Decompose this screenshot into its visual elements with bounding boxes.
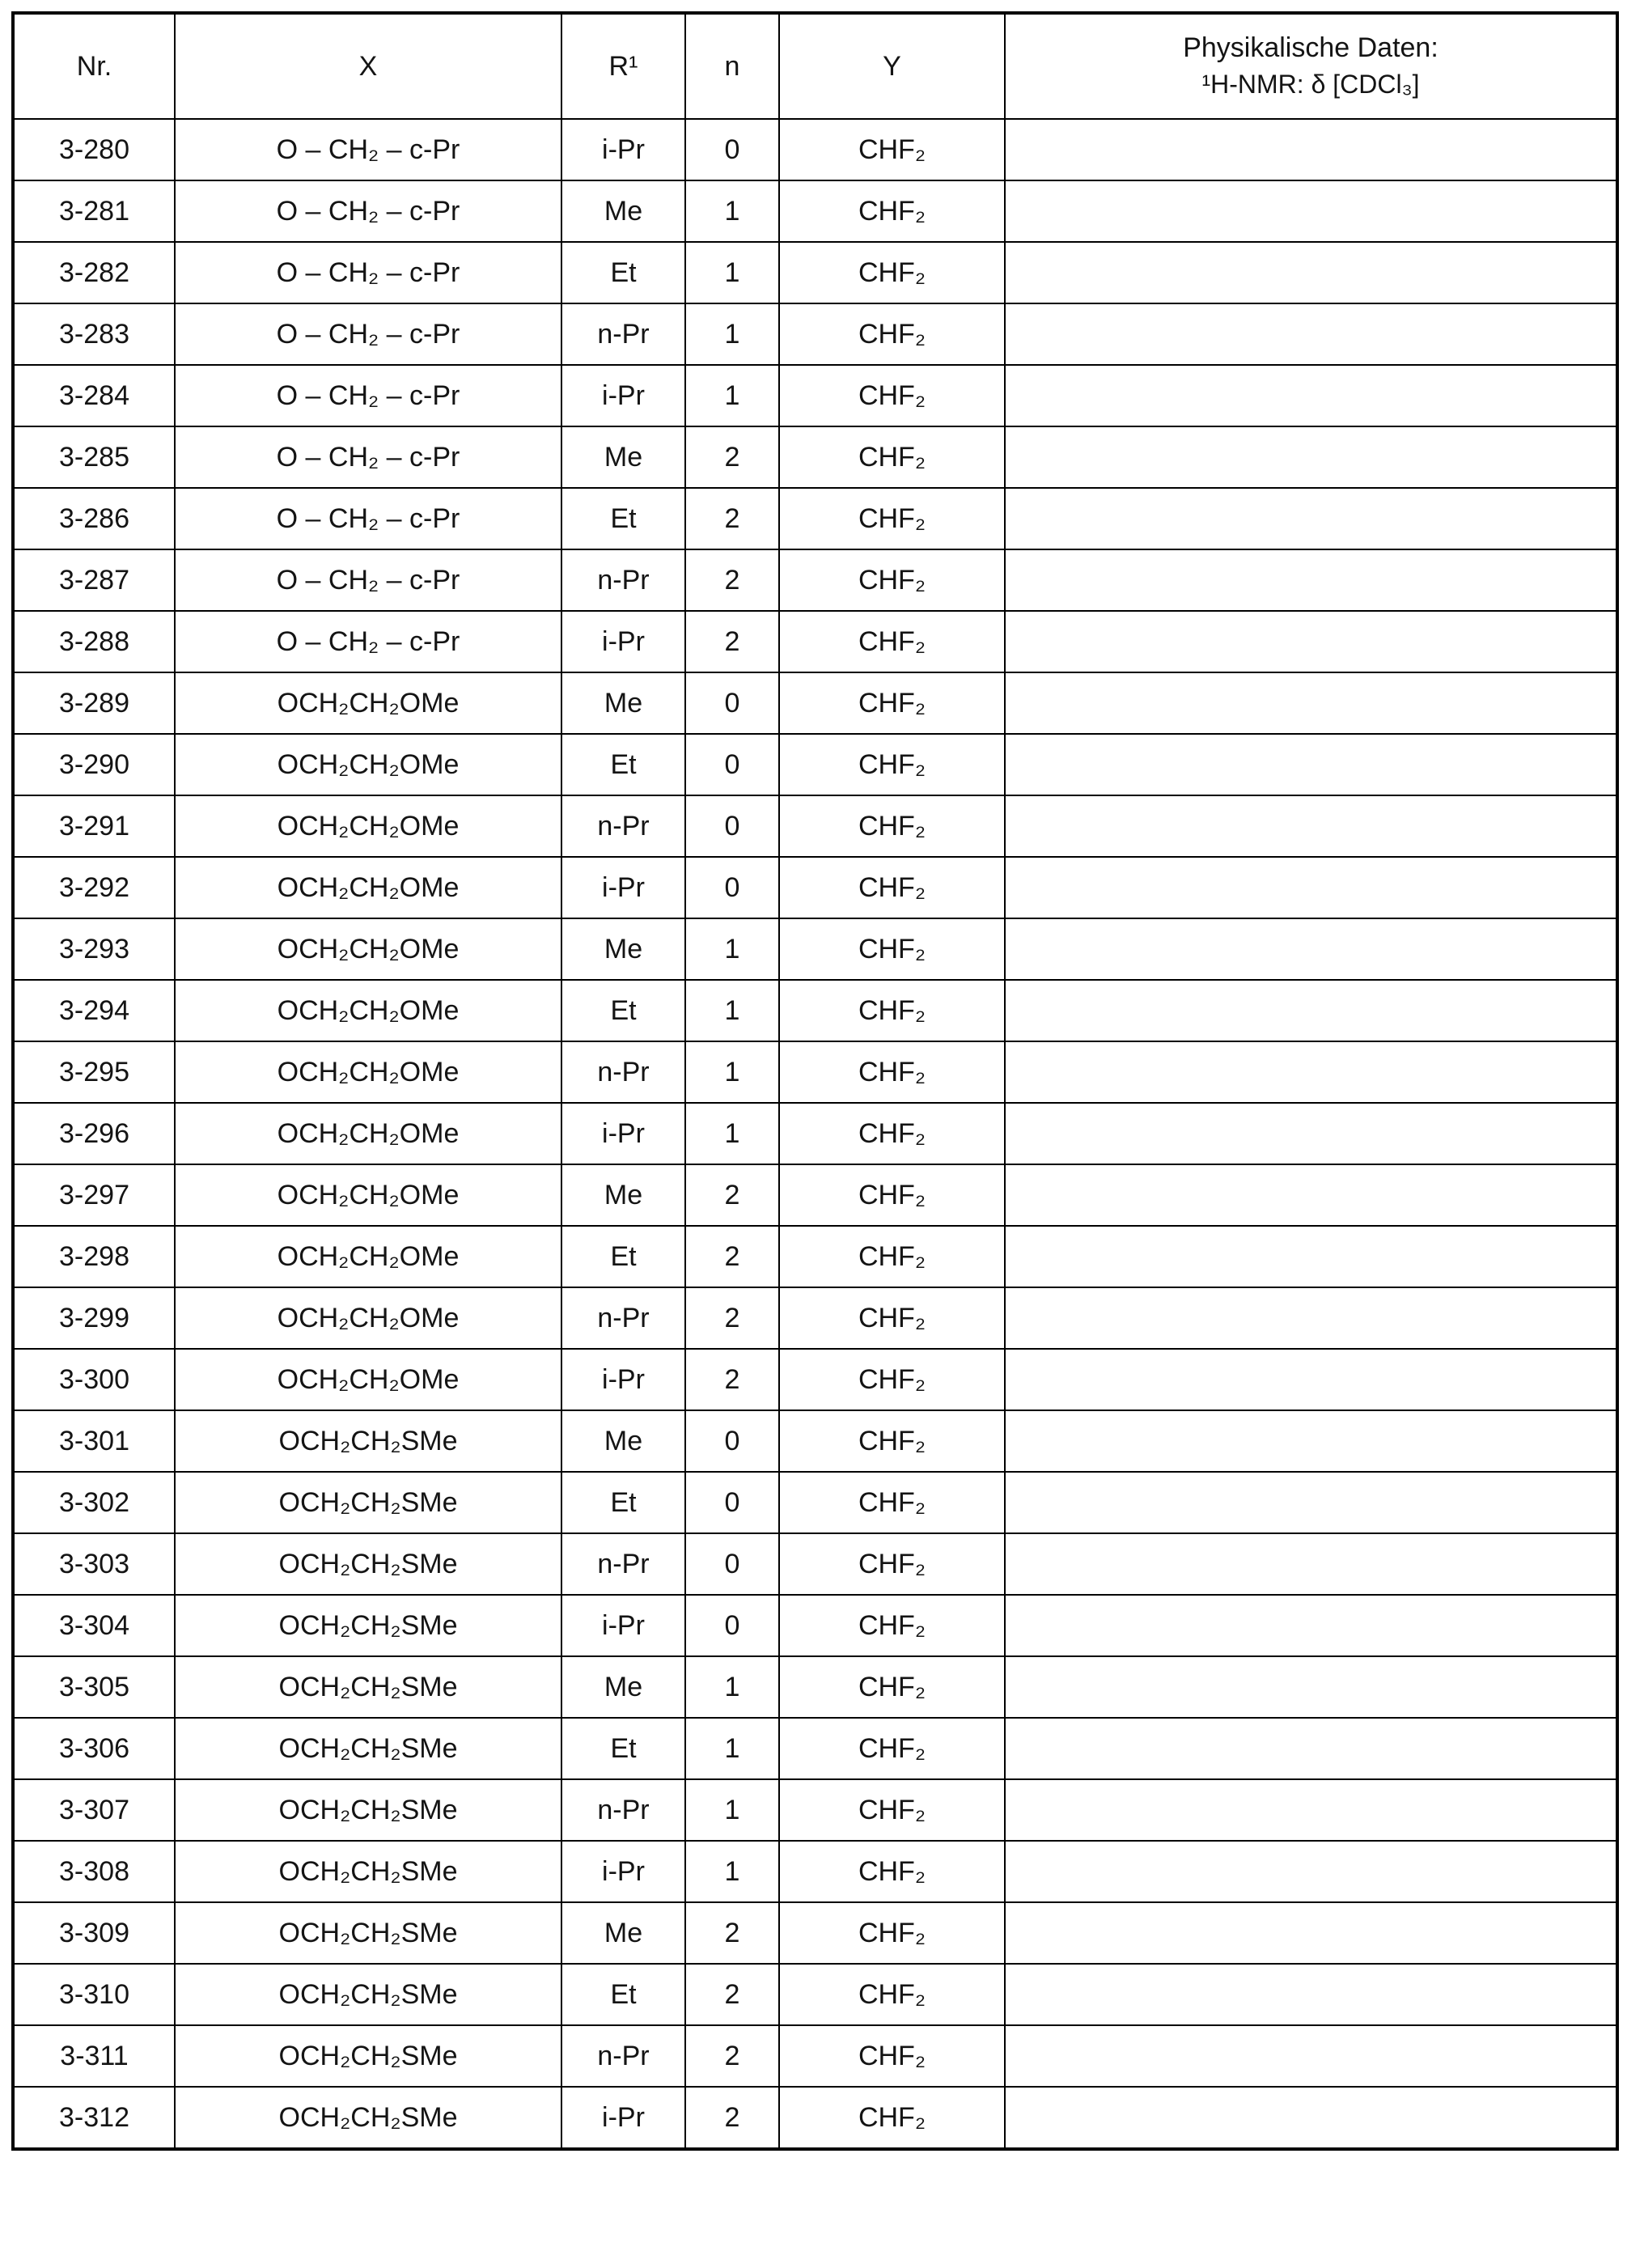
cell-phys-daten (1005, 488, 1617, 549)
cell-y: CHF₂ (779, 672, 1005, 734)
cell-n: 1 (685, 180, 779, 242)
table-row (13, 795, 1617, 857)
cell-phys-daten (1005, 119, 1617, 180)
cell-y: CHF₂ (779, 365, 1005, 426)
cell-phys-daten (1005, 1410, 1617, 1472)
table-row (13, 1902, 1617, 1964)
cell-y: CHF₂ (779, 1779, 1005, 1841)
cell-phys-daten (1005, 611, 1617, 672)
cell-x: OCH₂CH₂OMe (175, 1041, 561, 1103)
cell-x: OCH₂CH₂OMe (175, 1226, 561, 1287)
cell-phys-daten (1005, 365, 1617, 426)
cell-y: CHF₂ (779, 1287, 1005, 1349)
column-header-x: X (175, 13, 561, 119)
cell-y: CHF₂ (779, 1349, 1005, 1410)
cell-nr: 3-286 (13, 488, 175, 549)
cell-y: CHF₂ (779, 734, 1005, 795)
cell-phys-daten (1005, 1718, 1617, 1779)
cell-x: OCH₂CH₂SMe (175, 1964, 561, 2025)
table-row (13, 1287, 1617, 1349)
cell-x: OCH₂CH₂SMe (175, 2087, 561, 2149)
cell-nr: 3-282 (13, 242, 175, 303)
cell-phys-daten (1005, 857, 1617, 918)
cell-n: 0 (685, 857, 779, 918)
table-row (13, 119, 1617, 180)
cell-x: O – CH₂ – c-Pr (175, 119, 561, 180)
compound-table (11, 11, 1619, 2151)
cell-x: OCH₂CH₂SMe (175, 1779, 561, 1841)
cell-y: CHF₂ (779, 2025, 1005, 2087)
cell-phys-daten (1005, 1902, 1617, 1964)
cell-n: 2 (685, 1902, 779, 1964)
cell-y: CHF₂ (779, 1964, 1005, 2025)
cell-phys-daten (1005, 1041, 1617, 1103)
cell-r1: Et (561, 242, 685, 303)
cell-n: 1 (685, 1779, 779, 1841)
cell-y: CHF₂ (779, 1103, 1005, 1164)
cell-y: CHF₂ (779, 303, 1005, 365)
cell-phys-daten (1005, 734, 1617, 795)
cell-phys-daten (1005, 549, 1617, 611)
cell-r1: Me (561, 426, 685, 488)
cell-phys-daten (1005, 795, 1617, 857)
column-header-phys-daten (1005, 13, 1617, 119)
cell-nr: 3-296 (13, 1103, 175, 1164)
cell-phys-daten (1005, 1349, 1617, 1410)
cell-n: 0 (685, 1472, 779, 1533)
table-row (13, 1349, 1617, 1410)
cell-y: CHF₂ (779, 857, 1005, 918)
cell-x: O – CH₂ – c-Pr (175, 488, 561, 549)
cell-n: 0 (685, 1595, 779, 1656)
cell-x: OCH₂CH₂SMe (175, 1533, 561, 1595)
table-row (13, 857, 1617, 918)
cell-n: 0 (685, 795, 779, 857)
cell-y: CHF₂ (779, 1718, 1005, 1779)
table-row (13, 1533, 1617, 1595)
cell-r1: i-Pr (561, 119, 685, 180)
cell-phys-daten (1005, 1964, 1617, 2025)
cell-x: OCH₂CH₂SMe (175, 1902, 561, 1964)
cell-x: OCH₂CH₂SMe (175, 1410, 561, 1472)
cell-n: 1 (685, 980, 779, 1041)
cell-nr: 3-311 (13, 2025, 175, 2087)
cell-x: OCH₂CH₂OMe (175, 795, 561, 857)
cell-n: 1 (685, 1718, 779, 1779)
table-row (13, 242, 1617, 303)
table-row (13, 1841, 1617, 1902)
cell-x: OCH₂CH₂OMe (175, 1287, 561, 1349)
cell-nr: 3-308 (13, 1841, 175, 1902)
table-row (13, 2025, 1617, 2087)
cell-n: 2 (685, 1964, 779, 2025)
table-row (13, 303, 1617, 365)
cell-y: CHF₂ (779, 1595, 1005, 1656)
cell-nr: 3-283 (13, 303, 175, 365)
cell-nr: 3-309 (13, 1902, 175, 1964)
cell-n: 2 (685, 549, 779, 611)
cell-n: 1 (685, 918, 779, 980)
cell-nr: 3-288 (13, 611, 175, 672)
cell-r1: Me (561, 1902, 685, 1964)
cell-r1: n-Pr (561, 549, 685, 611)
cell-y: CHF₂ (779, 918, 1005, 980)
cell-y: CHF₂ (779, 1041, 1005, 1103)
table-row (13, 672, 1617, 734)
cell-x: OCH₂CH₂OMe (175, 672, 561, 734)
table-row (13, 980, 1617, 1041)
cell-r1: i-Pr (561, 1349, 685, 1410)
table-row (13, 1964, 1617, 2025)
table-row (13, 1041, 1617, 1103)
cell-n: 1 (685, 1041, 779, 1103)
cell-y: CHF₂ (779, 119, 1005, 180)
table-row (13, 180, 1617, 242)
cell-phys-daten (1005, 242, 1617, 303)
cell-nr: 3-310 (13, 1964, 175, 2025)
cell-x: O – CH₂ – c-Pr (175, 549, 561, 611)
table-row (13, 1595, 1617, 1656)
cell-y: CHF₂ (779, 1472, 1005, 1533)
table-row (13, 1103, 1617, 1164)
cell-phys-daten (1005, 980, 1617, 1041)
cell-phys-daten (1005, 1287, 1617, 1349)
cell-n: 0 (685, 672, 779, 734)
cell-nr: 3-307 (13, 1779, 175, 1841)
cell-y: CHF₂ (779, 1226, 1005, 1287)
table-row (13, 734, 1617, 795)
cell-x: OCH₂CH₂OMe (175, 980, 561, 1041)
cell-r1: Me (561, 918, 685, 980)
table-row (13, 365, 1617, 426)
cell-phys-daten (1005, 1472, 1617, 1533)
cell-nr: 3-301 (13, 1410, 175, 1472)
cell-nr: 3-297 (13, 1164, 175, 1226)
cell-phys-daten (1005, 1841, 1617, 1902)
cell-n: 0 (685, 1410, 779, 1472)
cell-nr: 3-305 (13, 1656, 175, 1718)
cell-y: CHF₂ (779, 242, 1005, 303)
table-row (13, 1718, 1617, 1779)
cell-r1: Me (561, 672, 685, 734)
cell-nr: 3-304 (13, 1595, 175, 1656)
cell-nr: 3-291 (13, 795, 175, 857)
table-row (13, 2087, 1617, 2149)
cell-r1: n-Pr (561, 303, 685, 365)
cell-x: OCH₂CH₂SMe (175, 1718, 561, 1779)
table-row (13, 549, 1617, 611)
cell-y: CHF₂ (779, 611, 1005, 672)
cell-nr: 3-303 (13, 1533, 175, 1595)
cell-x: OCH₂CH₂OMe (175, 857, 561, 918)
table-row (13, 426, 1617, 488)
cell-nr: 3-300 (13, 1349, 175, 1410)
cell-nr: 3-281 (13, 180, 175, 242)
cell-y: CHF₂ (779, 426, 1005, 488)
cell-phys-daten (1005, 2025, 1617, 2087)
cell-nr: 3-287 (13, 549, 175, 611)
cell-r1: n-Pr (561, 1779, 685, 1841)
cell-n: 2 (685, 2087, 779, 2149)
cell-x: OCH₂CH₂SMe (175, 2025, 561, 2087)
cell-y: CHF₂ (779, 1533, 1005, 1595)
table-row (13, 1472, 1617, 1533)
cell-y: CHF₂ (779, 1841, 1005, 1902)
cell-n: 1 (685, 242, 779, 303)
cell-x: O – CH₂ – c-Pr (175, 303, 561, 365)
cell-n: 2 (685, 1349, 779, 1410)
table-row (13, 611, 1617, 672)
table-body (13, 119, 1617, 2149)
cell-n: 0 (685, 1533, 779, 1595)
cell-nr: 3-299 (13, 1287, 175, 1349)
cell-phys-daten (1005, 1103, 1617, 1164)
cell-n: 1 (685, 1841, 779, 1902)
cell-y: CHF₂ (779, 1656, 1005, 1718)
cell-n: 2 (685, 426, 779, 488)
cell-n: 2 (685, 1226, 779, 1287)
cell-phys-daten (1005, 2087, 1617, 2149)
cell-y: CHF₂ (779, 1902, 1005, 1964)
cell-r1: Et (561, 1226, 685, 1287)
cell-r1: Et (561, 1472, 685, 1533)
cell-x: OCH₂CH₂OMe (175, 734, 561, 795)
cell-r1: i-Pr (561, 857, 685, 918)
cell-n: 1 (685, 1656, 779, 1718)
cell-r1: n-Pr (561, 1287, 685, 1349)
cell-y: CHF₂ (779, 549, 1005, 611)
cell-y: CHF₂ (779, 488, 1005, 549)
cell-phys-daten (1005, 918, 1617, 980)
column-header-y: Y (779, 13, 1005, 119)
cell-nr: 3-289 (13, 672, 175, 734)
cell-n: 2 (685, 488, 779, 549)
cell-r1: Et (561, 1718, 685, 1779)
cell-nr: 3-298 (13, 1226, 175, 1287)
cell-r1: Et (561, 734, 685, 795)
table-row (13, 1779, 1617, 1841)
cell-y: CHF₂ (779, 980, 1005, 1041)
phys-daten-nmr-subtitle: ¹H-NMR: δ [CDCl₃] (1201, 70, 1420, 100)
cell-nr: 3-293 (13, 918, 175, 980)
cell-r1: i-Pr (561, 1841, 685, 1902)
cell-nr: 3-295 (13, 1041, 175, 1103)
table-row (13, 1410, 1617, 1472)
cell-x: OCH₂CH₂OMe (175, 1164, 561, 1226)
cell-nr: 3-312 (13, 2087, 175, 2149)
cell-n: 2 (685, 1164, 779, 1226)
cell-phys-daten (1005, 180, 1617, 242)
table-row (13, 918, 1617, 980)
cell-x: OCH₂CH₂OMe (175, 1349, 561, 1410)
cell-phys-daten (1005, 1779, 1617, 1841)
cell-y: CHF₂ (779, 2087, 1005, 2149)
cell-r1: Me (561, 180, 685, 242)
cell-x: O – CH₂ – c-Pr (175, 426, 561, 488)
cell-x: OCH₂CH₂SMe (175, 1841, 561, 1902)
cell-r1: n-Pr (561, 1041, 685, 1103)
phys-daten-title: Physikalische Daten: (1183, 32, 1438, 64)
cell-phys-daten (1005, 672, 1617, 734)
cell-r1: i-Pr (561, 1103, 685, 1164)
cell-r1: Et (561, 1964, 685, 2025)
cell-nr: 3-302 (13, 1472, 175, 1533)
cell-phys-daten (1005, 1226, 1617, 1287)
cell-phys-daten (1005, 426, 1617, 488)
cell-phys-daten (1005, 303, 1617, 365)
cell-y: CHF₂ (779, 180, 1005, 242)
cell-r1: Me (561, 1410, 685, 1472)
cell-y: CHF₂ (779, 1410, 1005, 1472)
cell-nr: 3-292 (13, 857, 175, 918)
table-row (13, 1164, 1617, 1226)
cell-nr: 3-306 (13, 1718, 175, 1779)
cell-phys-daten (1005, 1595, 1617, 1656)
cell-r1: n-Pr (561, 2025, 685, 2087)
cell-r1: i-Pr (561, 2087, 685, 2149)
cell-r1: Me (561, 1164, 685, 1226)
cell-n: 2 (685, 2025, 779, 2087)
cell-x: OCH₂CH₂OMe (175, 918, 561, 980)
cell-r1: i-Pr (561, 1595, 685, 1656)
cell-nr: 3-290 (13, 734, 175, 795)
cell-r1: i-Pr (561, 365, 685, 426)
column-header-n: n (685, 13, 779, 119)
cell-r1: n-Pr (561, 1533, 685, 1595)
cell-y: CHF₂ (779, 1164, 1005, 1226)
cell-x: O – CH₂ – c-Pr (175, 180, 561, 242)
cell-n: 1 (685, 1103, 779, 1164)
cell-phys-daten (1005, 1164, 1617, 1226)
table-row (13, 1226, 1617, 1287)
cell-nr: 3-294 (13, 980, 175, 1041)
cell-nr: 3-284 (13, 365, 175, 426)
cell-r1: Et (561, 980, 685, 1041)
cell-x: OCH₂CH₂SMe (175, 1595, 561, 1656)
column-header-nr: Nr. (13, 13, 175, 119)
cell-x: O – CH₂ – c-Pr (175, 611, 561, 672)
cell-n: 1 (685, 303, 779, 365)
cell-n: 2 (685, 611, 779, 672)
table-row (13, 1656, 1617, 1718)
cell-r1: Et (561, 488, 685, 549)
cell-n: 2 (685, 1287, 779, 1349)
cell-x: O – CH₂ – c-Pr (175, 365, 561, 426)
cell-x: OCH₂CH₂SMe (175, 1472, 561, 1533)
cell-nr: 3-280 (13, 119, 175, 180)
cell-r1: Me (561, 1656, 685, 1718)
cell-y: CHF₂ (779, 795, 1005, 857)
cell-nr: 3-285 (13, 426, 175, 488)
column-header-r1: R¹ (561, 13, 685, 119)
cell-n: 0 (685, 734, 779, 795)
cell-x: OCH₂CH₂SMe (175, 1656, 561, 1718)
cell-r1: i-Pr (561, 611, 685, 672)
cell-n: 1 (685, 365, 779, 426)
table-row (13, 488, 1617, 549)
cell-phys-daten (1005, 1533, 1617, 1595)
header-row (13, 13, 1617, 119)
cell-x: O – CH₂ – c-Pr (175, 242, 561, 303)
cell-r1: n-Pr (561, 795, 685, 857)
cell-phys-daten (1005, 1656, 1617, 1718)
cell-n: 0 (685, 119, 779, 180)
cell-x: OCH₂CH₂OMe (175, 1103, 561, 1164)
